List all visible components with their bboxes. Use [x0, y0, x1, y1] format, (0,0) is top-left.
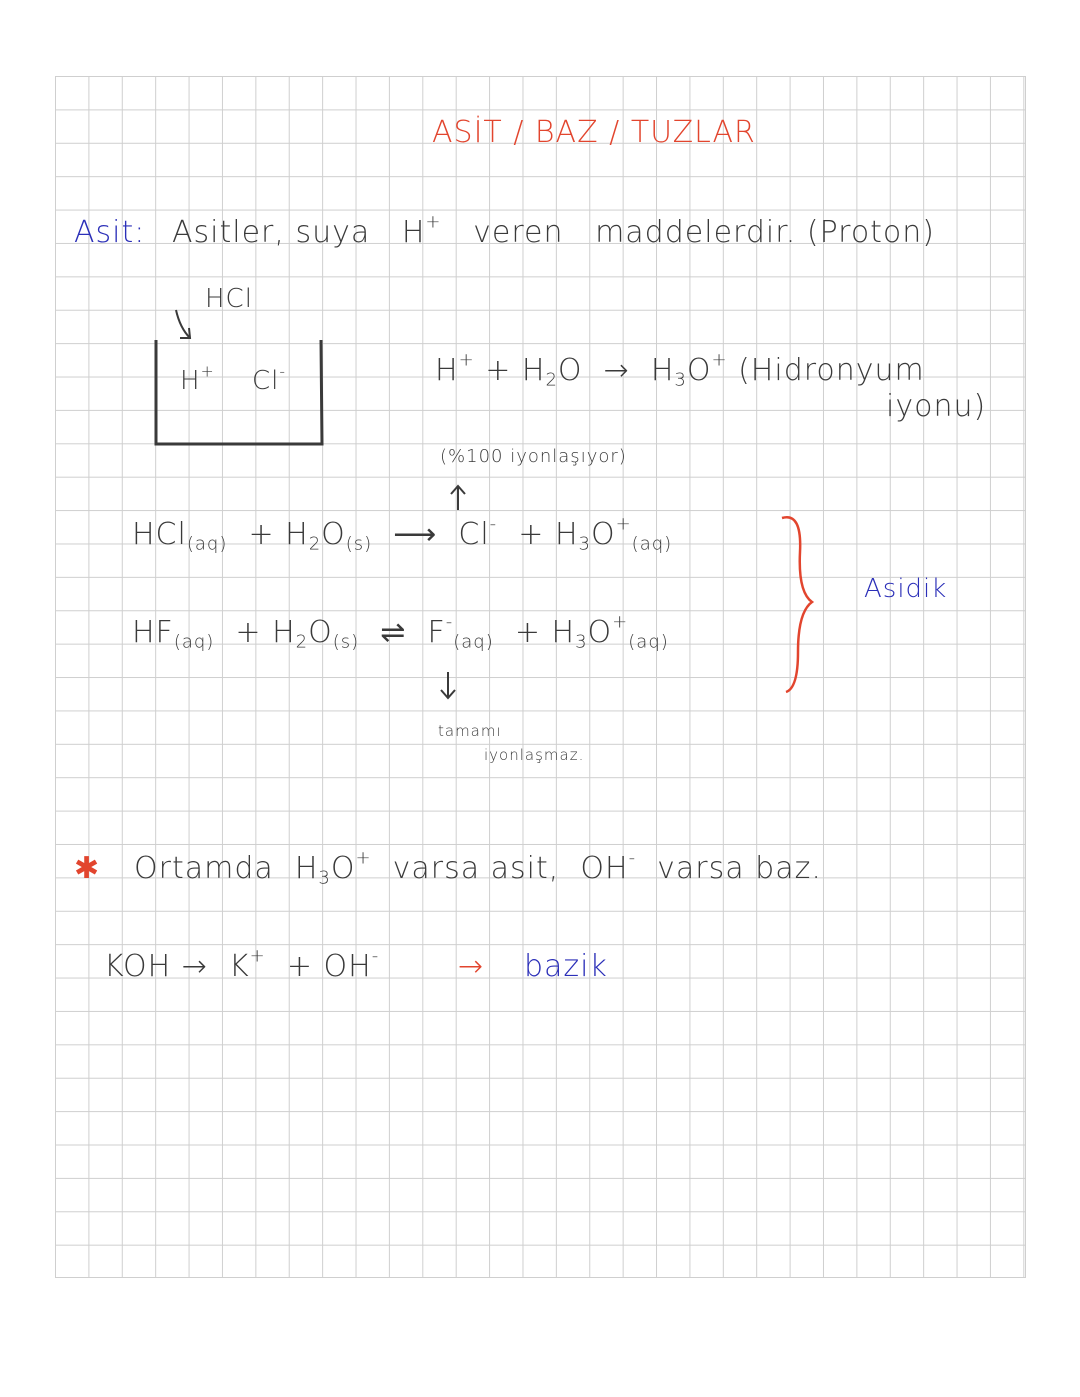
hf-water: $H_2O_{(s)}$	[272, 615, 360, 653]
hf-arrow: ⇌	[380, 615, 407, 650]
hydronium-arrow: →	[603, 353, 630, 388]
reaction-hcl: $HCl_{(aq)} + H_2O_{(s)}$ ⟶ $Cl^- + H_3O^+_{(aq)}$	[132, 513, 673, 555]
koh-arrow-1: →	[181, 949, 208, 984]
brace-label: Asidik	[864, 574, 948, 604]
hydronium-name-2: iyonu)	[886, 389, 987, 424]
partial-note-2: iyonlaşmaz.	[484, 746, 585, 764]
rule-oh: OH-	[580, 847, 637, 886]
hcl-water: $H_2O_{(s)}$	[285, 517, 373, 555]
star-icon: ✱	[74, 851, 101, 886]
hf-product-1: $F^-_{(aq)}$	[427, 611, 494, 653]
box-ion-h: H+	[180, 362, 215, 396]
graph-paper-grid	[55, 76, 1026, 1278]
hydronium-product: $H_3O^+$	[650, 349, 728, 391]
hydronium-lhs: H+	[435, 349, 475, 388]
hydronium-water: + $H_2O$	[485, 353, 583, 391]
hcl-reactant: HCl$_{(aq)}$	[132, 517, 228, 555]
hydronium-equation	[435, 349, 925, 391]
box-top-label: HCl	[205, 284, 253, 314]
koh-result: bazik	[524, 949, 608, 984]
partial-note-1: tamamı	[438, 722, 502, 740]
koh-equation	[104, 945, 390, 984]
up-arrow-icon	[448, 484, 468, 512]
rule-line	[134, 847, 822, 889]
definition-text-3: maddelerdir.	[595, 215, 797, 250]
koh-lhs: KOH	[104, 949, 172, 984]
definition-line	[172, 211, 936, 250]
koh-arrow-2: →	[458, 949, 485, 984]
definition-label: Asit:	[74, 215, 146, 250]
box-ion-cl: Cl-	[252, 362, 287, 396]
rule-h3o: $H_3O^+$	[294, 847, 372, 889]
hf-reactant: $HF_{(aq)}$	[132, 615, 215, 653]
hydronium-name: (Hidronyum	[738, 353, 925, 388]
beaker-box	[152, 338, 326, 448]
definition-paren: (Proton)	[806, 215, 936, 250]
koh-oh: + OH-	[286, 945, 380, 984]
down-arrow-icon-2	[438, 670, 458, 702]
rule-text-2: varsa asit,	[392, 851, 560, 886]
ionization-note: (%100 iyonlaşıyor)	[440, 446, 627, 467]
hcl-arrow: ⟶	[393, 517, 438, 552]
definition-text-1: Asitler, suya	[172, 215, 371, 250]
rule-text-3: varsa baz.	[657, 851, 822, 886]
definition-ion: H+	[401, 211, 442, 250]
curly-brace-icon	[776, 512, 816, 694]
hcl-product-1: Cl-	[458, 513, 498, 552]
rule-text-1: Ortamda	[134, 851, 274, 886]
page-title: ASİT / BAZ / TUZLAR	[432, 115, 756, 150]
hf-product-2: $H_3O^+_{(aq)}$	[551, 611, 669, 653]
definition-text-2: veren	[473, 215, 564, 250]
koh-k: K+	[228, 945, 266, 984]
reaction-hf: $HF_{(aq)} + H_2O_{(s)}$ ⇌ $F^-_{(aq)} + H_3O^+_{(aq)}$	[132, 611, 669, 653]
hcl-product-2: $H_3O^+_{(aq)}$	[554, 513, 673, 555]
